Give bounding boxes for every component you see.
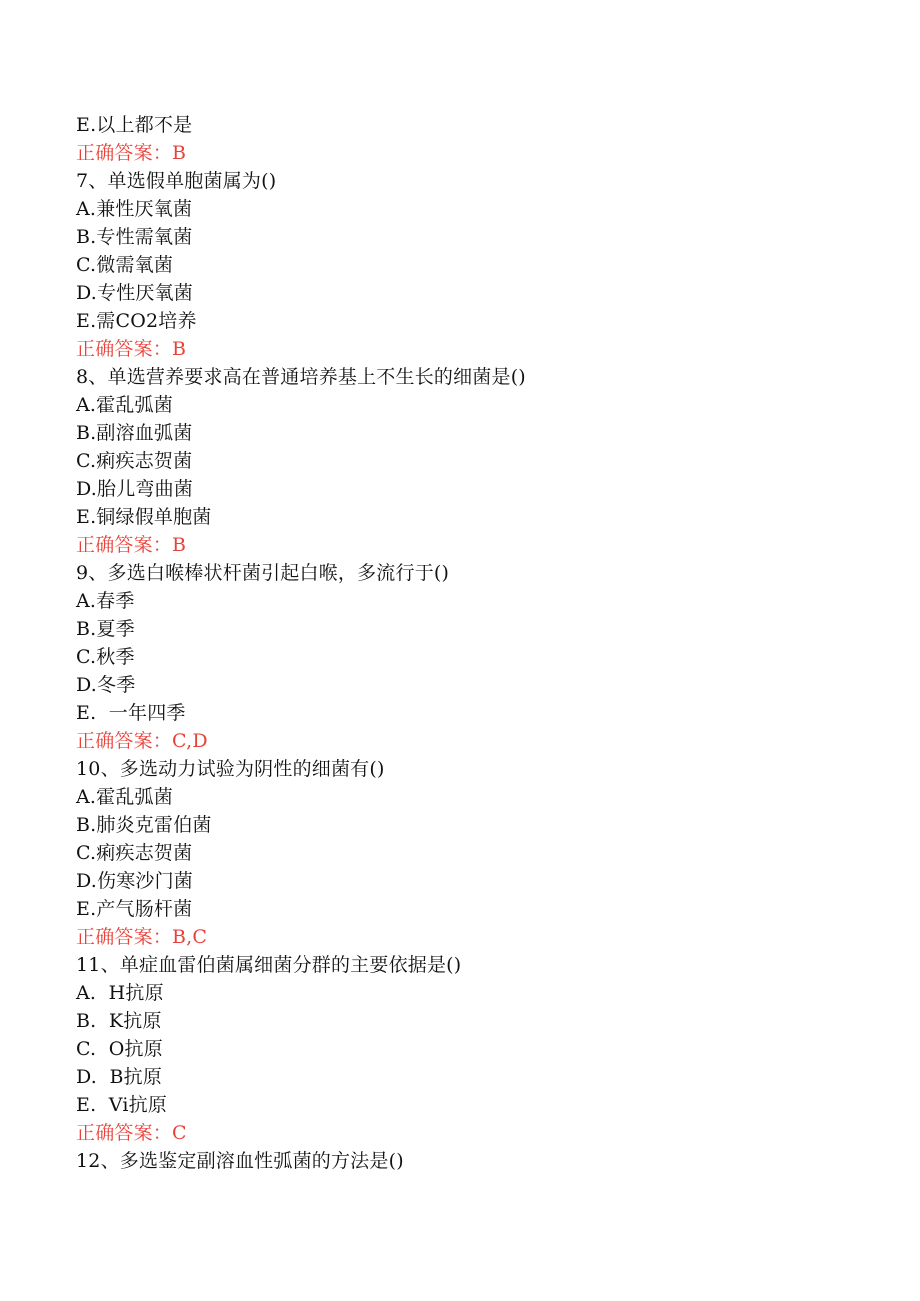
answer-option: C. O抗原 (76, 1038, 163, 1060)
answer-value: B (172, 534, 187, 556)
answer-label: 正确答案： (76, 1122, 173, 1144)
answer-option: D. B抗原 (76, 1066, 163, 1088)
answer-value: B (172, 338, 187, 360)
question-text: 9、多选白喉棒状杆菌引起白喉，多流行于() (76, 562, 450, 584)
answer-option: D.伤寒沙门菌 (76, 870, 193, 892)
answer-option: A.霍乱弧菌 (76, 394, 173, 416)
answer-label: 正确答案： (76, 534, 173, 556)
answer-value: B (172, 142, 187, 164)
answer-option: E.产气肠杆菌 (76, 898, 193, 920)
answer-option: D.胎儿弯曲菌 (76, 478, 193, 500)
answer-value: C,D (172, 730, 208, 752)
answer-option: A.霍乱弧菌 (76, 786, 173, 808)
answer-option: A. H抗原 (76, 982, 164, 1004)
answer-option: E.以上都不是 (76, 114, 193, 136)
answer-option: E.需CO2培养 (76, 310, 197, 332)
answer-option: B. K抗原 (76, 1010, 162, 1032)
answer-option: E.铜绿假单胞菌 (76, 506, 212, 528)
answer-label: 正确答案： (76, 730, 173, 752)
answer-option: E. Vi抗原 (76, 1094, 168, 1116)
correct-answer-line (76, 1119, 876, 1147)
answer-label: 正确答案： (76, 142, 173, 164)
correct-answer-line (76, 531, 876, 559)
answer-option: A.春季 (76, 590, 135, 612)
answer-label: 正确答案： (76, 926, 173, 948)
answer-option: C.痢疾志贺菌 (76, 842, 193, 864)
question-text: 8、单选营养要求高在普通培养基上不生长的细菌是() (76, 366, 526, 388)
answer-value: B,C (172, 926, 208, 948)
answer-label: 正确答案： (76, 338, 173, 360)
correct-answer-line (76, 923, 876, 951)
question-text: 10、多选动力试验为阴性的细菌有() (76, 758, 385, 780)
answer-option: E. 一年四季 (76, 702, 186, 724)
correct-answer-line (76, 727, 876, 755)
document-page (76, 111, 876, 1175)
correct-answer-line (76, 139, 876, 167)
answer-option: A.兼性厌氧菌 (76, 198, 193, 220)
answer-option: C.秋季 (76, 646, 135, 668)
answer-option: B.副溶血弧菌 (76, 422, 193, 444)
correct-answer-line (76, 335, 876, 363)
answer-option: D.专性厌氧菌 (76, 282, 193, 304)
answer-option: B.专性需氧菌 (76, 226, 193, 248)
question-text: 7、单选假单胞菌属为() (76, 170, 277, 192)
answer-option: C.微需氧菌 (76, 254, 174, 276)
answer-option: B.肺炎克雷伯菌 (76, 814, 212, 836)
question-text: 12、多选鉴定副溶血性弧菌的方法是() (76, 1150, 404, 1172)
answer-option: B.夏季 (76, 618, 135, 640)
answer-option: C.痢疾志贺菌 (76, 450, 193, 472)
answer-value: C (172, 1122, 187, 1144)
question-text: 11、单症血雷伯菌属细菌分群的主要依据是() (76, 954, 462, 976)
answer-option: D.冬季 (76, 674, 136, 696)
